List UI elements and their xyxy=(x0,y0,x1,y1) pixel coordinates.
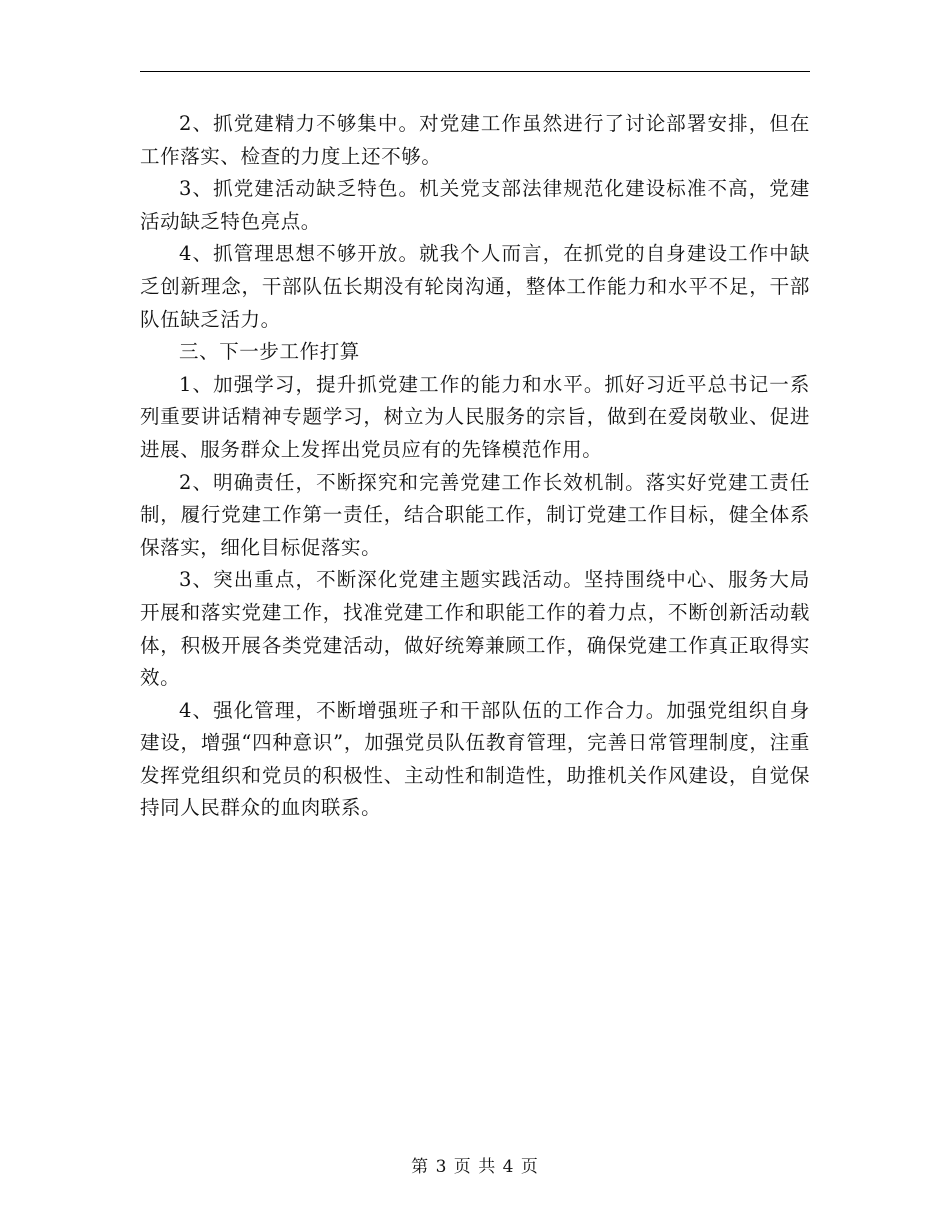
paragraph-item-3-features: 3、抓党建活动缺乏特色。机关党支部法律规范化建设标准不高，党建活动缺乏特色亮点。 xyxy=(140,177,810,233)
page-footer xyxy=(0,1152,950,1177)
document-body xyxy=(140,108,810,825)
page-number: 第 3 页 共 4 页 xyxy=(411,1157,539,1177)
paragraph-plan-3-priorities: 3、突出重点，不断深化党建主题实践活动。坚持围绕中心、服务大局开展和落实党建工作，找准党建工作和职能工作的着力点，不断创新活动载体，积极开展各类党建活动，做好统筹兼顾工作，确保党建工作真正取得实效。 xyxy=(140,568,810,690)
header-rule xyxy=(140,71,810,72)
paragraph-item-2-focus: 2、抓党建精力不够集中。对党建工作虽然进行了讨论部署安排，但在工作落实、检查的力度上还不够。 xyxy=(140,112,810,168)
paragraph-plan-1-study: 1、加强学习，提升抓党建工作的能力和水平。抓好习近平总书记一系列重要讲话精神专题学习，树立为人民服务的宗旨，做到在爱岗敬业、促进进展、服务群众上发挥出党员应有的先锋模范作用。 xyxy=(140,372,810,461)
section-heading-next-steps: 三、下一步工作打算 xyxy=(179,340,360,364)
paragraph-plan-2-responsibility: 2、明确责任，不断探究和完善党建工作长效机制。落实好党建工责任制，履行党建工作第一责任，结合职能工作，制订党建工作目标，健全体系保落实，细化目标促落实。 xyxy=(140,470,810,559)
paragraph-plan-4-management: 4、强化管理，不断增强班子和干部队伍的工作合力。加强党组织自身建设，增强“四种意识”，加强党员队伍教育管理，完善日常管理制度，注重发挥党组织和党员的积极性、主动性和制造性，助推机关作风建设，自觉保持同人民群众的血肉联系。 xyxy=(140,698,810,820)
paragraph-item-4-management: 4、抓管理思想不够开放。就我个人而言，在抓党的自身建设工作中缺乏创新理念，干部队伍长期没有轮岗沟通，整体工作能力和水平不足，干部队伍缺乏活力。 xyxy=(140,242,810,331)
